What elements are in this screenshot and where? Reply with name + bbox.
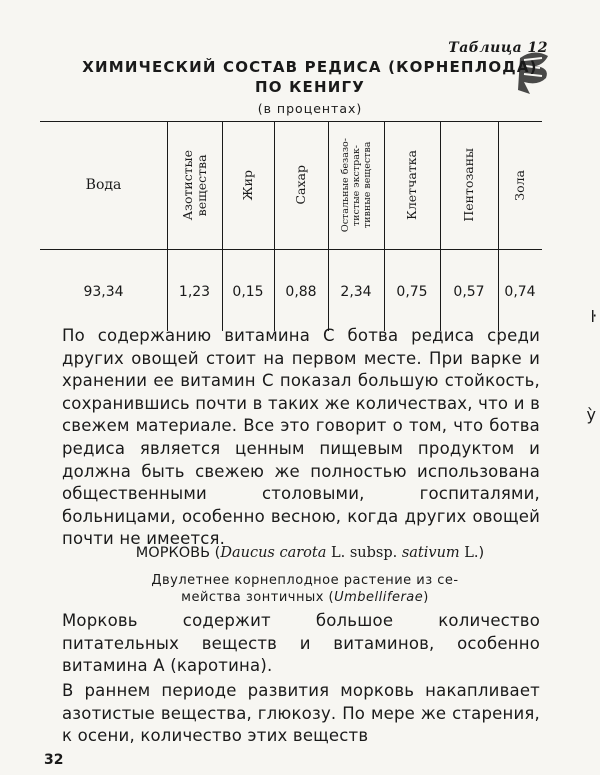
table-title-source: ПО КЕНИГУ bbox=[254, 78, 366, 96]
carrot-description bbox=[70, 572, 540, 606]
column-header-water: Вода bbox=[85, 177, 122, 193]
margin-mark: ŀ bbox=[590, 307, 596, 326]
heading-author: L. subsp. bbox=[330, 545, 398, 561]
heading-title: МОРКОВЬ bbox=[135, 545, 211, 561]
column-header-fiber: Клетчатка bbox=[404, 150, 419, 220]
paragraph-radish-vitamin-c: По содержанию витамина С ботва редиса среди других овощей стоит на первом месте. При варке и хранении ее витамин С показал большую стойкость, сохранившись почти в таких же количествах, что и в свежем материале. Все это говорит о том, что ботва редиса является ценным пищевым продуктом и должна быть свежею же полностью использована общественными столовыми, госпиталями, больницами, особенно весною, когда других овощей почти не имеется. bbox=[62, 326, 540, 549]
paragraph-carrot-development: В раннем периоде развития морковь накапливает азотистые вещества, глюкозу. По мере же старения, к осени, количество этих веществ bbox=[62, 681, 540, 746]
description-line-family: мейства зонтичных (Umbelliferae) bbox=[181, 590, 429, 605]
margin-mark: ỳ bbox=[586, 405, 596, 424]
value-ash: 0,74 bbox=[504, 284, 536, 300]
column-header-nitrogen: Азотистые вещества bbox=[179, 149, 209, 221]
table-header-rule bbox=[40, 249, 542, 250]
table-number-label: Таблица 12 bbox=[448, 40, 548, 56]
value-sugar: 0,88 bbox=[285, 284, 317, 300]
table-title: ХИМИЧЕСКИЙ СОСТАВ РЕДИСА (КОРНЕПЛОДА) bbox=[82, 58, 538, 76]
value-pentosans: 0,57 bbox=[453, 284, 485, 300]
value-fat: 0,15 bbox=[232, 284, 264, 300]
column-header-ash: Зола bbox=[512, 169, 527, 201]
heading-author-end: L. bbox=[464, 545, 479, 561]
table-units: (в процентах) bbox=[257, 101, 363, 116]
value-fiber: 0,75 bbox=[396, 284, 428, 300]
section-heading-carrot: МОРКОВЬ (Daucus carota L. subsp. sativum L.) bbox=[135, 545, 485, 561]
value-other-extractives: 2,34 bbox=[340, 284, 372, 300]
heading-latin-name: Daucus carota bbox=[220, 545, 327, 561]
description-line: Двулетнее корнеплодное растение из се- bbox=[151, 573, 459, 588]
composition-table bbox=[40, 121, 542, 331]
paragraph-carrot-nutrients: Морковь содержит большое количество питательных веществ и витаминов, особенно витамина А (каротина). bbox=[62, 611, 540, 676]
column-header-other-extractives: Остальные безазо- тистые экстрак- тивные вещества bbox=[339, 137, 373, 233]
page-number: 32 bbox=[44, 752, 64, 768]
column-header-sugar: Сахар bbox=[293, 165, 308, 205]
value-water: 93,34 bbox=[83, 284, 124, 300]
column-header-fat: Жир bbox=[240, 169, 255, 201]
heading-latin-subspecies: sativum bbox=[401, 545, 460, 561]
value-nitrogen: 1,23 bbox=[178, 284, 211, 300]
column-header-pentosans: Пентозаны bbox=[461, 148, 476, 222]
